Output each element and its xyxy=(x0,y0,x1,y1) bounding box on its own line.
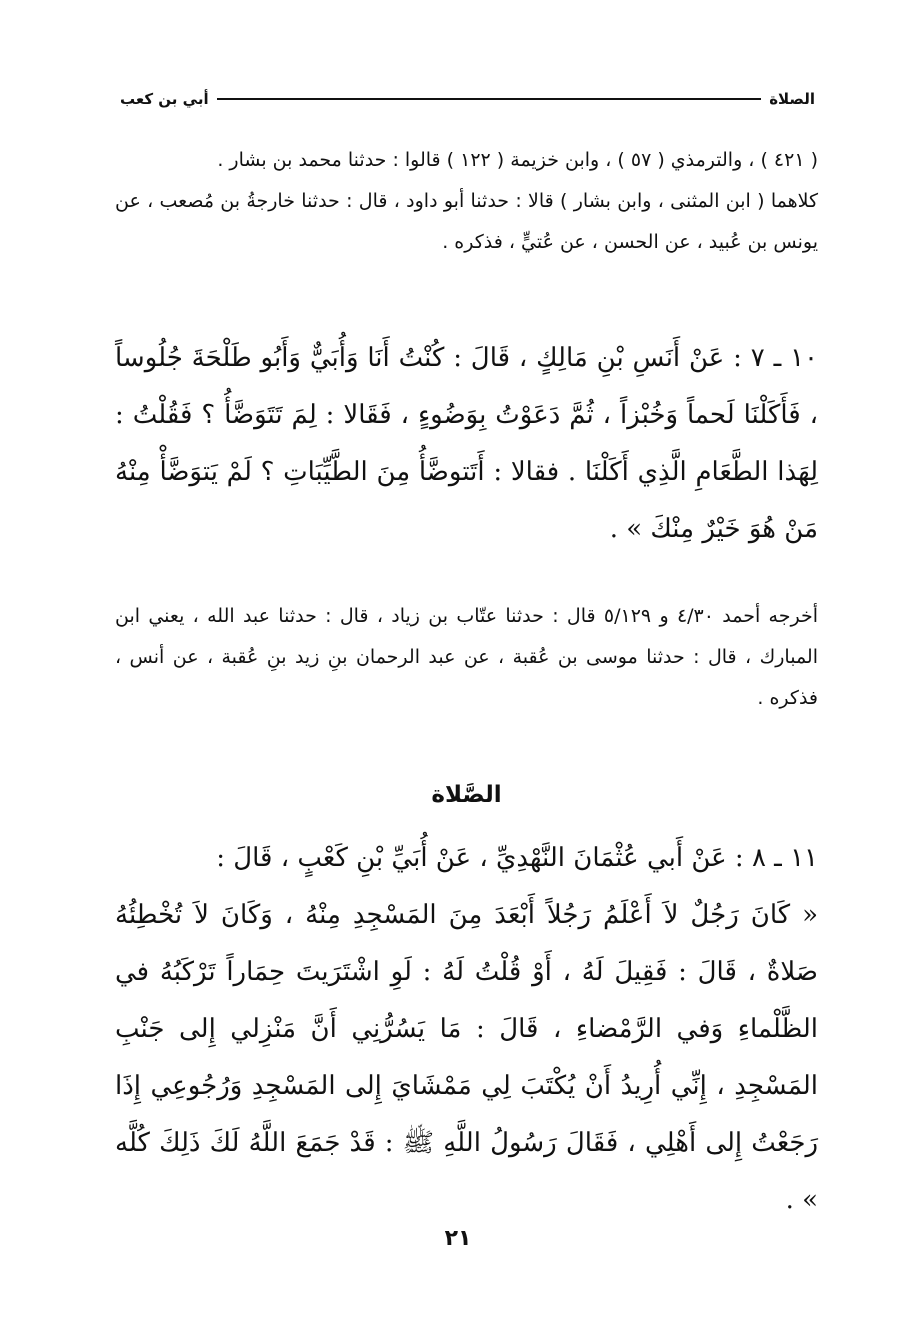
hadith-11-text: « كَانَ رَجُلٌ لاَ أَعْلَمُ رَجُلاً أَبْعَدَ مِنَ المَسْجِدِ مِنْهُ ، وَكَانَ لاَ تُخْطِئُهُ صَلاةٌ ، قَالَ : فَقِيلَ لَهُ ، أَوْ قُلْتُ لَهُ : لَوِ اشْتَرَيتَ حِمَاراً تَرْكَبُهُ في الظَّلْماءِ وَفي الرَّمْضاءِ ، قَالَ : مَا يَسُرُّنِي أَنَّ مَنْزِلي إِلى جَنْبِ المَسْجِدِ ، إِنِّي أُرِيدُ أَنْ يُكْتَبَ لِي مَمْشَايَ إِلى المَسْجِدِ وَرُجُوعِي إِذَا رَجَعْتُ إِلى أَهْلِي ، فَقَالَ رَسُولُ اللَّهِ ﷺ : قَدْ جَمَعَ اللَّهُ لَكَ ذَلِكَ كُلَّه » . xyxy=(115,900,819,1215)
header-rule xyxy=(217,98,762,100)
header-right-title: الصلاة xyxy=(769,90,815,108)
footnote-line: كلاهما ( ابن المثنى ، وابن بشار ) قالا : حدثنا أبو داود ، قال : حدثنا خارجةُ بن مُصعب ، عن يونس بن عُبيد ، عن الحسن ، عن عُتيٍّ ، فذكره . xyxy=(115,190,818,253)
hadith-11-intro: ١١ ـ ٨ : عَنْ أَبي عُثْمَانَ النَّهْدِيِّ ، عَنْ أُبَيِّ بْنِ كَعْبٍ ، قَالَ : xyxy=(216,843,818,873)
hadith-11 xyxy=(115,830,818,1229)
header-left-title: أبي بن كعب xyxy=(120,90,209,108)
footnote-middle: أخرجه أحمد ٤/٣٠ و ٥/١٢٩ قال : حدثنا عتّاب بن زياد ، قال : حدثنا عبد الله ، يعني ابن المبارك ، قال : حدثنا موسى بن عُقبة ، عن عبد الرحمان بنِ زيد بنِ عُقبة ، عن أنس ، فذكره . xyxy=(115,605,818,709)
footnote-top xyxy=(115,140,818,263)
section-title: الصَّلاة xyxy=(431,782,502,808)
footnote-line: ( ٤٢١ ) ، والترمذي ( ٥٧ ) ، وابن خزيمة ( ١٢٢ ) قالوا : حدثنا محمد بن بشار . xyxy=(217,149,818,171)
hadith-10: ١٠ ـ ٧ : عَنْ أَنَسِ بْنِ مَالِكٍ ، قَالَ : كُنْتُ أَنَا وَأُبَيٌّ وَأَبُو طَلْحَةَ جُلُوساً ، فَأَكَلْنَا لَحماً وَخُبْزاً ، ثُمَّ دَعَوْتُ بِوَضُوءٍ ، فَقَالا : لِمَ تَتَوَضَّأُ ؟ فَقُلْتُ : لِهَذا الطَّعَامِ الَّذِي أَكَلْنَا . فقالا : أَتَتوضَّأُ مِنَ الطَّيِّبَاتِ ؟ لَمْ يَتوَضَّأْ مِنْهُ مَنْ هُوَ خَيْرٌ مِنْكَ » . xyxy=(115,343,819,544)
running-header xyxy=(120,86,815,112)
page-number: ٢١ xyxy=(444,1226,472,1251)
